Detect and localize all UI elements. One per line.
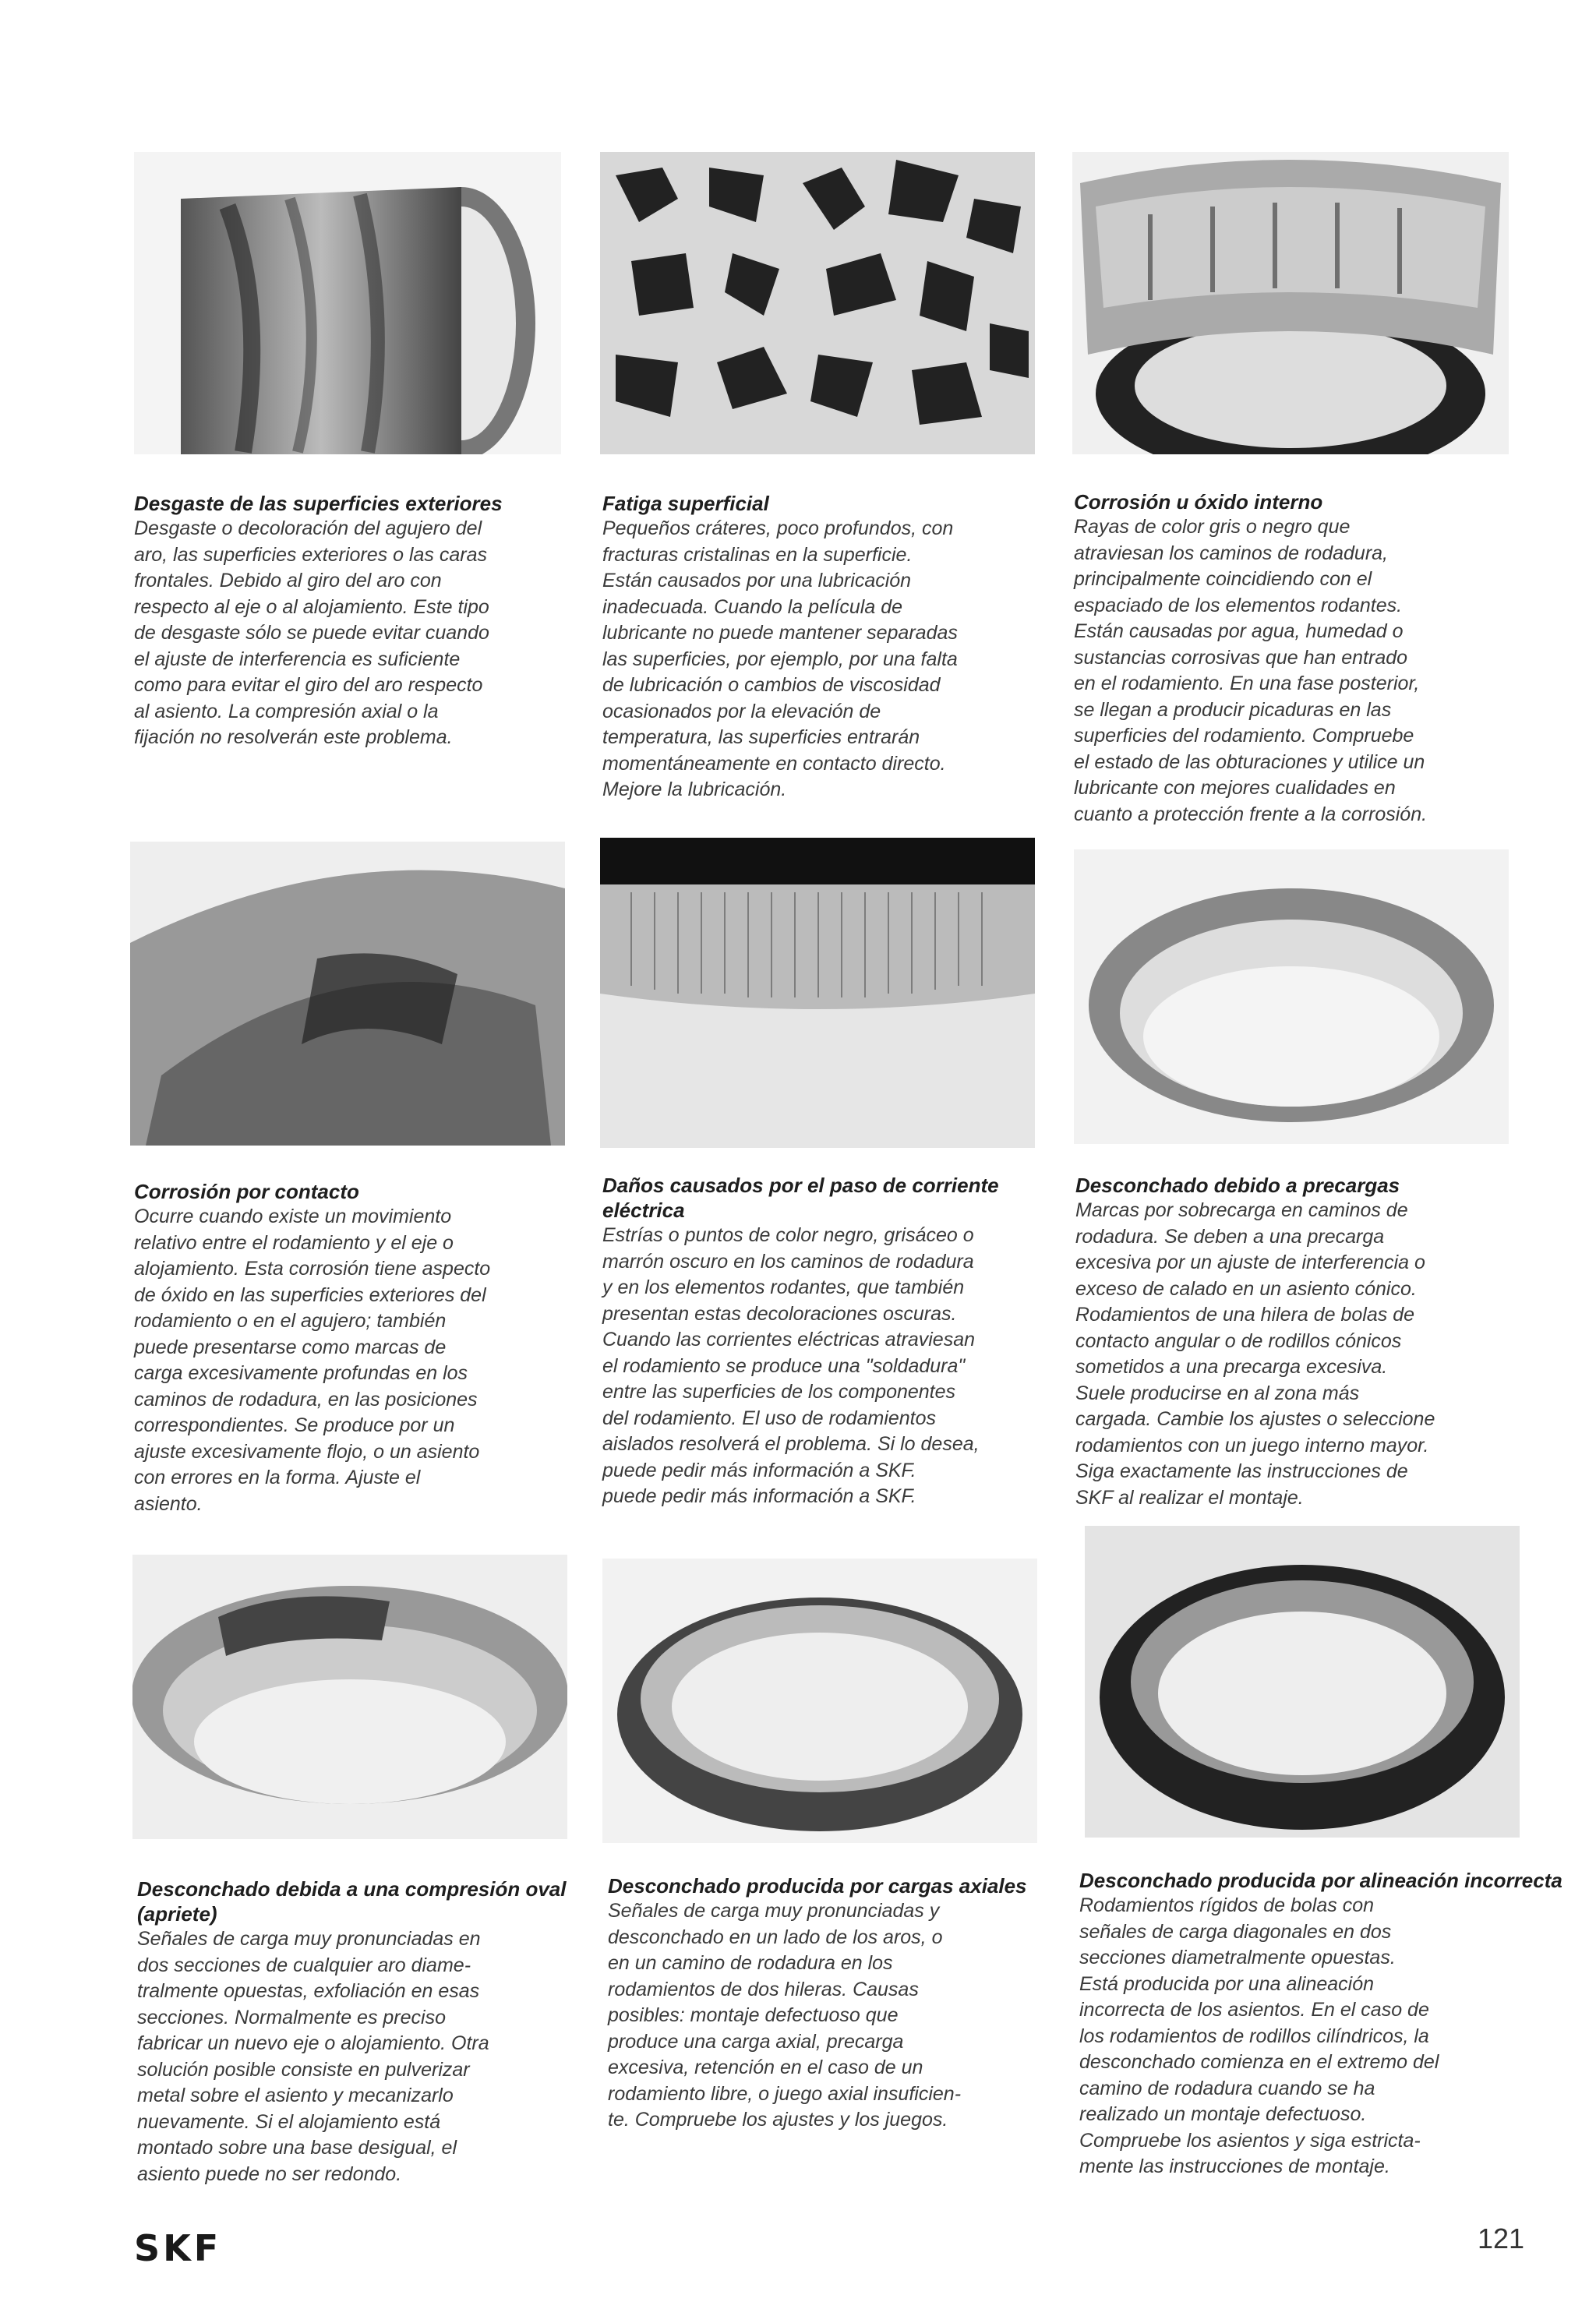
caption-body: Rayas de color gris o negro que atraviesan los caminos de rodadura, principalmente coincidiendo con el espaciado de los elementos rodantes. Están causadas por agua, humedad o sustancias corrosivas que han entrado en el rodamiento. En una fase posterior, se llegan a producir picaduras en las superficies del rodamiento. Compruebe el estado de las obturaciones y utilice un lubricante con mejores cualidades en cuanto a protección frente a la corrosión. <box>1074 516 1428 825</box>
caption-misalignment-spalling <box>1079 1868 1562 2180</box>
caption-fretting-corrosion <box>134 1179 570 1517</box>
caption-title: Desconchado debida a una compresión oval (apriete) <box>137 1877 567 1926</box>
caption-title: Fatiga superficial <box>602 492 769 515</box>
page-number: 121 <box>1478 2223 1525 2254</box>
photo-preload-spalling <box>1074 849 1509 1144</box>
photo-surface-fatigue <box>600 152 1035 454</box>
photo-fretting-corrosion <box>130 842 565 1146</box>
photo-oval-compression <box>132 1555 567 1839</box>
photo-misalignment-spalling <box>1085 1526 1520 1838</box>
caption-body: Estrías o puntos de color negro, grisáceo o marrón oscuro en los caminos de rodadura y en los elementos rodantes, que también presentan estas decoloraciones oscuras. Cuando las corrientes eléctricas atraviesan el rodamiento se produce una "soldadura" entre las superficies de los componentes del rodamiento. El uso de rodamientos aislados resolverá el problema. Si lo desea, puede pedir más información a SKF. puede pedir más información a SKF. <box>602 1224 980 1507</box>
caption-body: Señales de carga muy pronunciadas en dos secciones de cualquier aro diame- tralmente opuestas, exfoliación en esas secciones. Normalmente es preciso fabricar un nuevo eje o alojamiento. Otra solución posible consiste en pulverizar metal sobre el asiento y mecanizarlo nuevamente. Si el alojamiento está montado sobre una base desigual, el asiento puede no ser redondo. <box>137 1928 489 2185</box>
caption-title: Desconchado producida por cargas axiales <box>608 1874 1027 1898</box>
caption-body: Desgaste o decoloración del agujero del aro, las superficies exteriores o las caras frontales. Debido al giro del aro con respecto al eje o al alojamiento. Este tipo de desgaste sólo se puede evitar cuando el ajuste de interferencia es suficiente como para evitar el giro del aro respecto al asiento. La compresión axial o la fijación no resolverán este problema. <box>134 517 489 748</box>
caption-title: Desconchado debido a precargas <box>1075 1174 1400 1197</box>
caption-title: Desgaste de las superficies exteriores <box>134 492 503 515</box>
photo-internal-corrosion <box>1072 152 1509 454</box>
caption-surface-fatigue <box>602 491 1054 803</box>
photo-electric-damage <box>600 838 1035 1148</box>
caption-oval-compression <box>137 1877 574 2187</box>
caption-outer-surface-wear <box>134 491 570 751</box>
caption-internal-corrosion <box>1074 489 1557 828</box>
caption-title: Desconchado producida por alineación incorrecta <box>1079 1869 1562 1892</box>
caption-axial-spalling <box>608 1873 1060 2134</box>
caption-body: Ocurre cuando existe un movimiento relativo entre el rodamiento y el eje o alojamiento. Esta corrosión tiene aspecto de óxido en las superficies exteriores del rodamiento o en el agujero; también puede presentarse como marcas de carga excesivamente profundas en los caminos de rodadura, en las posiciones correspondientes. Se produce por un ajuste excesivamente flojo, o un asiento con errores en la forma. Ajuste el asiento. <box>134 1206 491 1515</box>
caption-body: Señales de carga muy pronunciadas y desconchado en un lado de los aros, o en un camino de rodadura en los rodamientos de dos hileras. Causas posibles: montaje defectuoso que produce una carga axial, precarga excesiva, retención en el caso de un rodamiento libre, o juego axial insuficien- te. Compruebe los ajustes y los juegos. <box>608 1900 962 2131</box>
caption-body: Pequeños cráteres, poco profundos, con fracturas cristalinas en la superficie. Están causados por una lubricación inadecuada. Cuando la película de lubricante no puede mantener separadas las superficies, por ejemplo, por una falta de lubricación o cambios de viscosidad ocasionados por la elevación de temperatura, las superficies entrarán momentáneamente en contacto directo. Mejore la lubricación. <box>602 517 958 800</box>
skf-logo: SKF <box>134 2227 222 2269</box>
caption-body: Marcas por sobrecarga en caminos de rodadura. Se deben a una precarga excesiva por un ajuste de interferencia o exceso de calado en un asiento cónico. Rodamientos de una hilera de bolas de contacto angular o de rodillos cónicos sometidos a una precarga excesiva. Suele producirse en al zona más cargada. Cambie los ajustes o seleccione rodamientos con un juego interno mayor. Siga exactamente las instrucciones de SKF al realizar el montaje. <box>1075 1199 1435 1509</box>
caption-electric-damage <box>602 1173 1070 1510</box>
caption-preload-spalling <box>1075 1173 1559 1511</box>
photo-outer-surface-wear <box>134 152 561 454</box>
caption-title: Daños causados por el paso de corriente eléctrica <box>602 1174 999 1222</box>
caption-title: Corrosión por contacto <box>134 1180 359 1203</box>
caption-title: Corrosión u óxido interno <box>1074 490 1323 514</box>
photo-axial-spalling <box>602 1559 1037 1843</box>
caption-body: Rodamientos rígidos de bolas con señales de carga diagonales en dos secciones diametralmente opuestas. Está producida por una alineación incorrecta de los asientos. En el caso de los rodamientos de rodillos cilíndricos, la desconchado comienza en el extremo del camino de rodadura cuando se ha realizado un montaje defectuoso. Compruebe los asientos y siga estricta- mente las instrucciones de montaje. <box>1079 1894 1439 2177</box>
